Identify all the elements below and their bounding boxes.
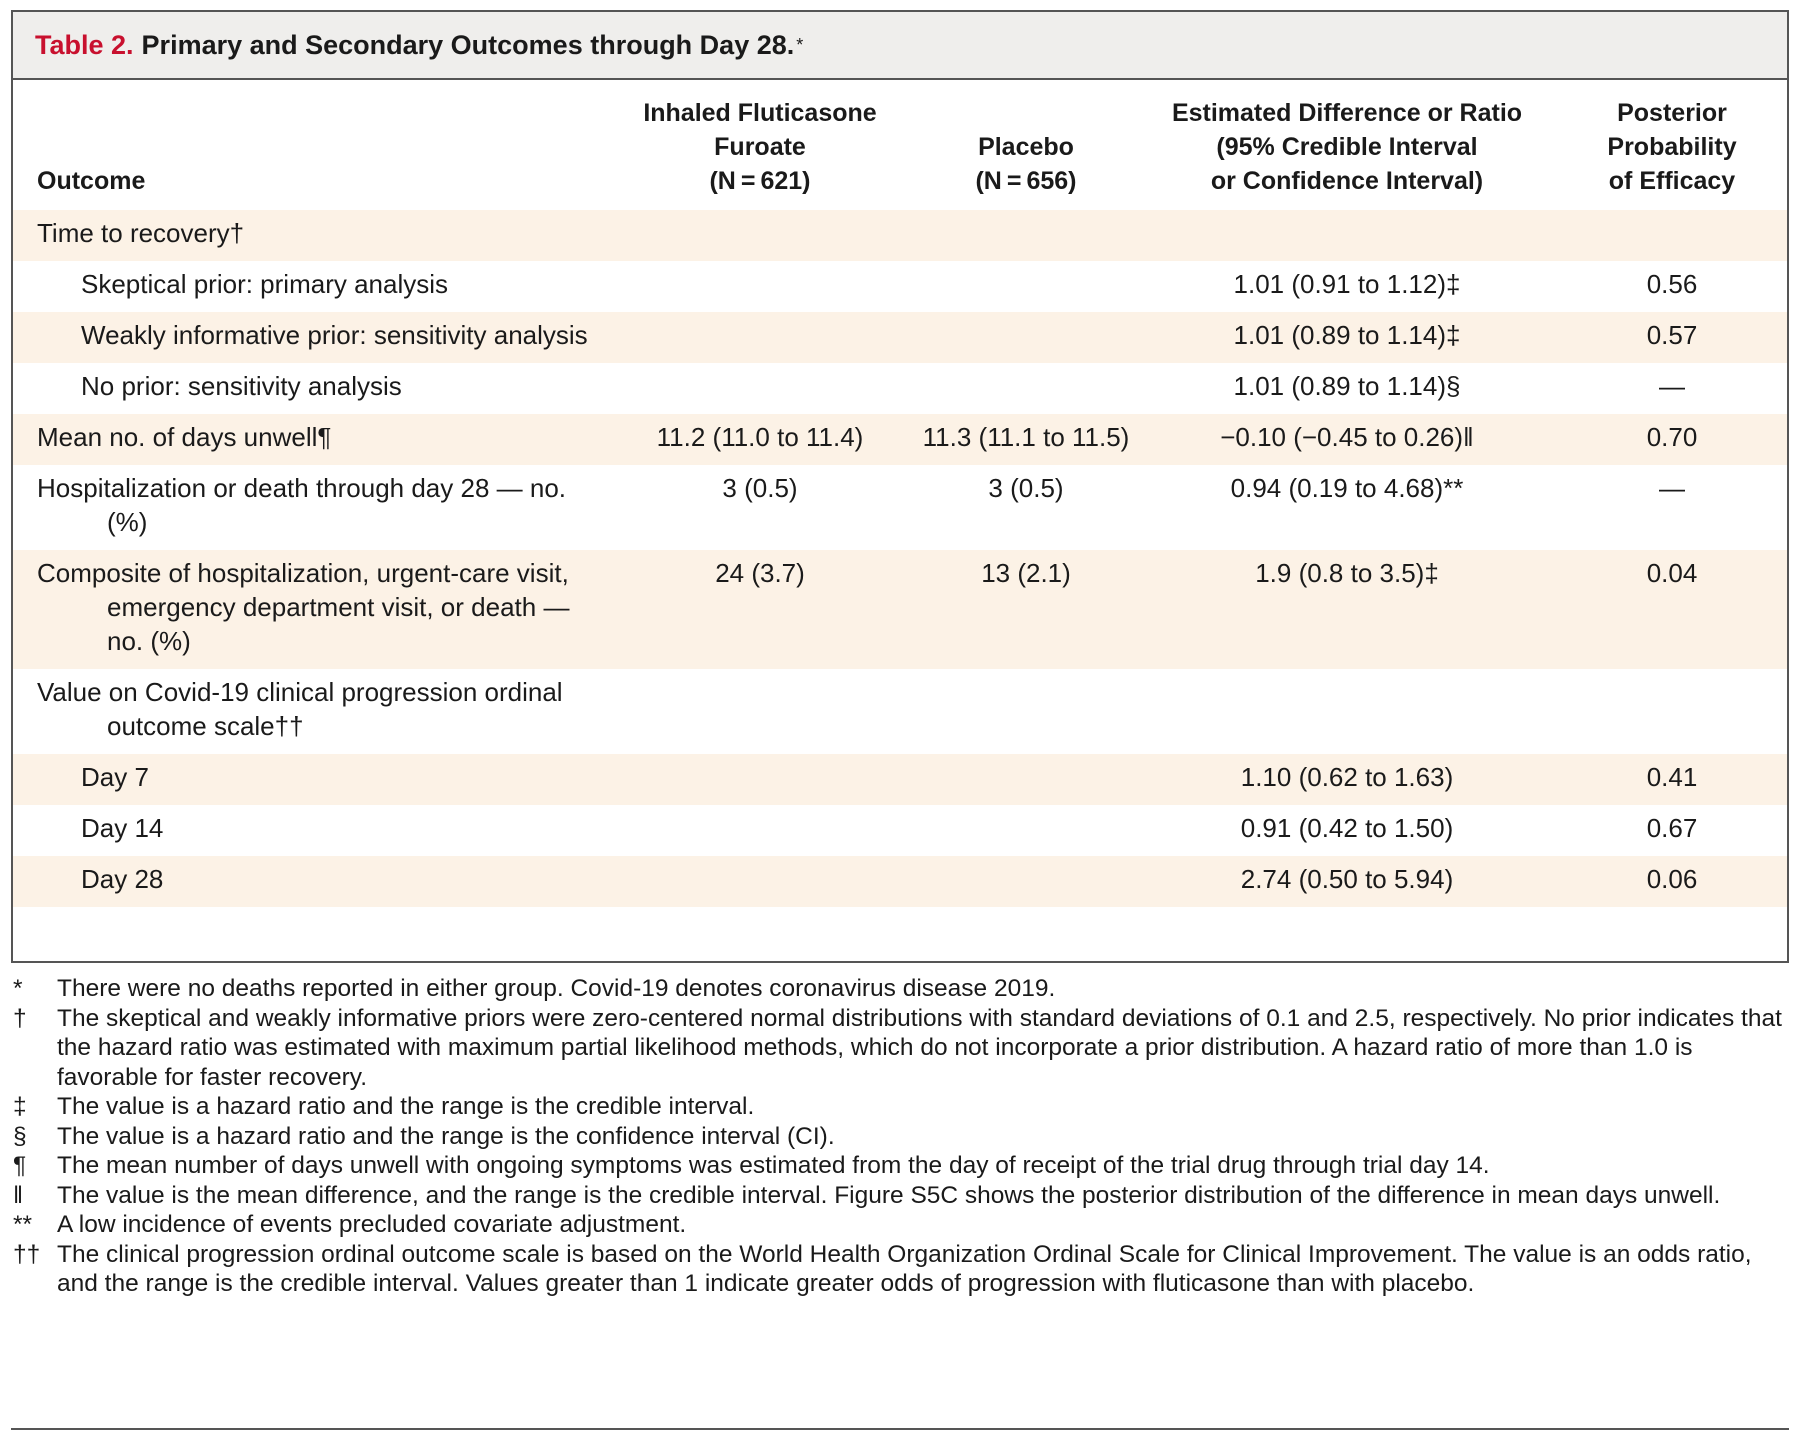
cell-placebo [915, 856, 1137, 907]
cell-placebo [915, 669, 1137, 754]
cell-placebo [915, 805, 1137, 856]
footnote-symbol: ‡ [13, 1093, 27, 1120]
cell-fluticasone [605, 754, 915, 805]
row-label: No prior: sensitivity analysis [81, 371, 402, 401]
title-footnote-mark: * [796, 34, 804, 55]
footnote-symbol: § [13, 1122, 27, 1150]
row-label: Time to recovery† [13, 210, 605, 261]
footnote-symbol: * [13, 975, 23, 1002]
footnote [11, 1210, 1789, 1240]
bottom-rule [11, 1428, 1789, 1430]
footnote-text: The skeptical and weakly informative priors were zero-centered normal distributions with standard deviations of 0.1 and 2.5, respectively. No prior indicates that the hazard ratio was estimated with maximum partial likelihood methods, which do not incorporate a prior distribution. A hazard ratio of more than 1.0 is favorable for faster recovery. [57, 1004, 1782, 1091]
row-label: Hospitalization or death through day 28 — no. (%) [37, 473, 567, 537]
footnote [11, 1240, 1789, 1299]
cell-posterior [1557, 210, 1787, 261]
table-row-time-to-recovery [13, 210, 1787, 261]
cell-fluticasone [605, 856, 915, 907]
footnote-text: The mean number of days unwell with ongoing symptoms was estimated from the day of receipt of the trial drug through trial day 14. [57, 1152, 1490, 1179]
cell-placebo: 13 (2.1) [915, 550, 1137, 669]
table-title-bar [13, 12, 1787, 80]
cell-placebo [915, 754, 1137, 805]
cell-estimate: −0.10 (−0.45 to 0.26)‖ [1137, 414, 1557, 465]
cell-estimate: 0.94 (0.19 to 4.68)** [1230, 473, 1464, 503]
cell-fluticasone [605, 805, 915, 856]
table-row-day-7 [13, 754, 1787, 805]
cell-posterior [1557, 669, 1787, 754]
table-row-skeptical-prior [13, 261, 1787, 312]
row-label-cell [13, 669, 605, 754]
cell-estimate: 1.01 (0.89 to 1.14)§ [1233, 371, 1461, 401]
column-header-outcome: Outcome [37, 167, 146, 195]
cell-placebo: 11.3 (11.1 to 11.5) [915, 414, 1137, 465]
footnote-symbol: ‖ [13, 1181, 24, 1209]
row-label-cell [13, 465, 605, 550]
cell-posterior: 0.70 [1557, 414, 1787, 465]
cell-estimate: 1.9 (0.8 to 3.5)‡ [1137, 550, 1557, 669]
table-row-ordinal-scale [13, 669, 1787, 754]
cell-posterior: 0.04 [1557, 550, 1787, 669]
cell-fluticasone [605, 669, 915, 754]
cell-fluticasone: 24 (3.7) [605, 550, 915, 669]
footnote-text: The value is a hazard ratio and the range is the credible interval. [57, 1093, 755, 1120]
table-row-day-28 [13, 856, 1787, 907]
cell-fluticasone [605, 312, 915, 363]
cell-estimate: 1.01 (0.89 to 1.14)‡ [1137, 312, 1557, 363]
row-label: Composite of hospitalization, urgent-care visit, emergency department visit, or death — no. (%) [37, 558, 570, 656]
row-label: Day 28 [13, 856, 605, 907]
footnote [11, 974, 1789, 1004]
cell-posterior: 0.06 [1557, 856, 1787, 907]
table-row-weakly-informative-prior [13, 312, 1787, 363]
row-label-cell [13, 550, 605, 669]
cell-placebo [915, 210, 1137, 261]
row-label: Skeptical prior: primary analysis [81, 269, 449, 299]
cell-placebo: 3 (0.5) [988, 473, 1064, 503]
table-row-days-unwell [13, 414, 1787, 465]
cell-estimate: 2.74 (0.50 to 5.94) [1137, 856, 1557, 907]
cell-fluticasone [605, 363, 915, 414]
cell-estimate [1137, 669, 1557, 754]
cell-estimate: 0.91 (0.42 to 1.50) [1240, 813, 1454, 843]
cell-fluticasone: 11.2 (11.0 to 11.4) [605, 414, 915, 465]
footnote-text: The value is the mean difference, and the range is the credible interval. Figure S5C shows the posterior distribution of the difference in mean days unwell. [57, 1181, 1721, 1209]
footnote-symbol: ** [13, 1211, 33, 1238]
table-frame [11, 10, 1789, 963]
column-header-posterior: Posterior Probability of Efficacy [1607, 99, 1737, 195]
row-label: Weakly informative prior: sensitivity analysis [81, 320, 588, 350]
table-row-no-prior [13, 363, 1787, 414]
footnote-symbol: †† [13, 1240, 41, 1268]
footnote-text: There were no deaths reported in either group. Covid-19 denotes coronavirus disease 2019. [57, 975, 1056, 1002]
cell-placebo [915, 363, 1137, 414]
footnote-text: A low incidence of events precluded covariate adjustment. [57, 1211, 687, 1238]
cell-posterior: — [1659, 473, 1685, 503]
cell-posterior: 0.57 [1557, 312, 1787, 363]
column-header-placebo: Placebo (N = 656) [975, 133, 1077, 195]
cell-posterior: 0.56 [1646, 269, 1698, 299]
cell-posterior: 0.67 [1646, 813, 1698, 843]
outcomes-table [13, 80, 1787, 907]
column-header-estimate: Estimated Difference or Ratio (95% Credible Interval or Confidence Interval) [1171, 99, 1523, 195]
row-label: Mean no. of days unwell¶ [13, 414, 605, 465]
cell-fluticasone [605, 210, 915, 261]
table-body [13, 210, 1787, 907]
footnote-symbol: † [13, 1004, 27, 1032]
table-row-composite [13, 550, 1787, 669]
footnote [11, 1151, 1789, 1181]
table-title: Primary and Secondary Outcomes through Day 28. [141, 29, 795, 60]
table-number: Table 2. [35, 29, 134, 60]
row-label: Day 14 [81, 813, 164, 843]
footnote [11, 1004, 1789, 1093]
footnote [11, 1092, 1789, 1122]
footnote [11, 1122, 1789, 1152]
cell-fluticasone [605, 261, 915, 312]
footnote-symbol: ¶ [13, 1152, 27, 1179]
column-header-fluticasone: Inhaled Fluticasone Furoate (N = 621) [643, 99, 877, 195]
cell-placebo [915, 312, 1137, 363]
table-row-day-14 [13, 805, 1787, 856]
footnote [11, 1181, 1789, 1211]
footnote-text: The clinical progression ordinal outcome scale is based on the World Health Organization Ordinal Scale for Clinical Improvement. The value is an odds ratio, and the range is the credible interval. Values greater than 1 indicate greater odds of progression with fluticasone than with placebo. [57, 1240, 1752, 1297]
row-label: Value on Covid-19 clinical progression ordinal outcome scale†† [37, 677, 563, 741]
cell-posterior: 0.41 [1557, 754, 1787, 805]
cell-estimate [1137, 210, 1557, 261]
row-label-cell [13, 312, 605, 363]
row-label: Day 7 [13, 754, 605, 805]
cell-estimate: 1.01 (0.91 to 1.12)‡ [1233, 269, 1461, 299]
table-header [13, 80, 1787, 210]
cell-posterior: — [1659, 371, 1685, 401]
table-row-hospitalization-or-death [13, 465, 1787, 550]
footnotes [11, 974, 1789, 1299]
cell-estimate: 1.10 (0.62 to 1.63) [1137, 754, 1557, 805]
cell-fluticasone: 3 (0.5) [722, 473, 798, 503]
footnote-text: The value is a hazard ratio and the range is the confidence interval (CI). [57, 1122, 835, 1150]
cell-placebo [915, 261, 1137, 312]
